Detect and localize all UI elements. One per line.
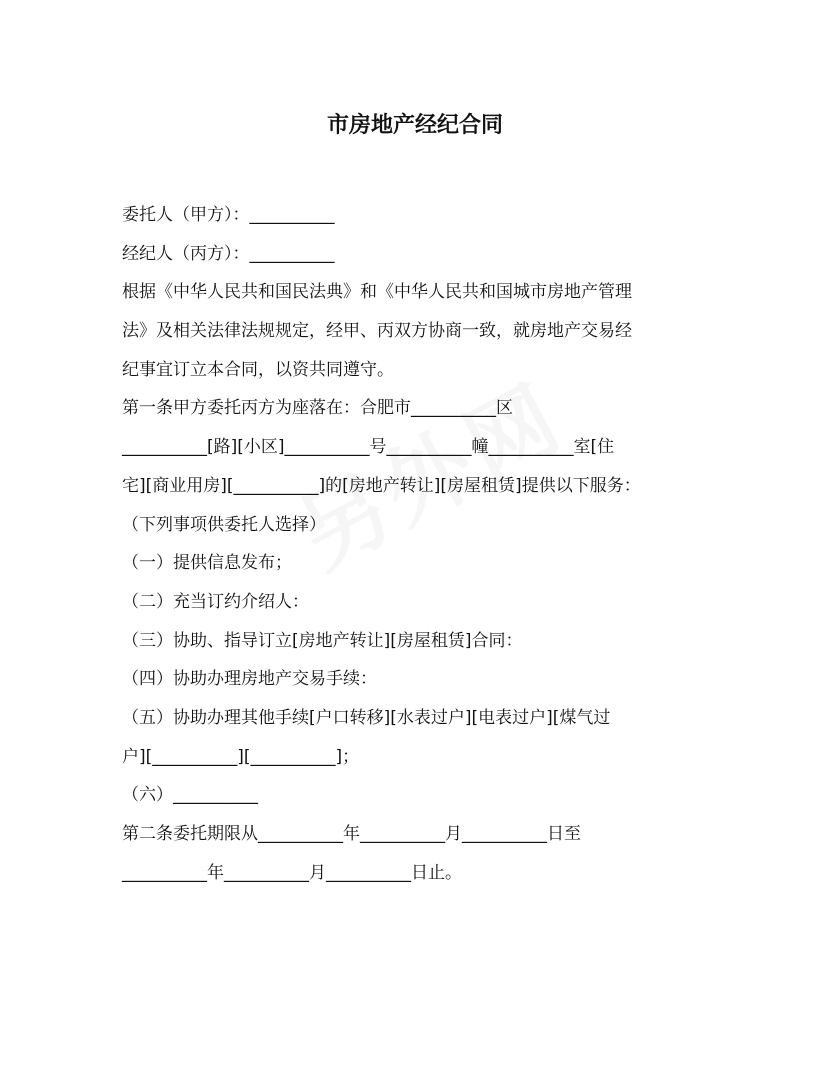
- document-body: [122, 196, 722, 892]
- service-item-5-line-1: （五）协助办理其他手续[户口转移][水表过户][电表过户][煤气过: [122, 707, 611, 728]
- service-item-2: （二）充当订约介绍人：: [122, 591, 309, 612]
- service-item-4: （四）协助办理房地产交易手续：: [122, 669, 377, 690]
- preamble-line-2: 法》及相关法律法规规定，经甲、丙双方协商一致，就房地产交易经: [122, 321, 632, 342]
- service-item-3: （三）协助、指导订立[房地产转让][房屋租赁]合同：: [122, 630, 523, 651]
- preamble-line-3: 纪事宜订立本合同，以资共同遵守。: [122, 359, 394, 380]
- party-c-line: 经纪人（丙方）：__________: [122, 243, 335, 264]
- article-2-line-1: 第二条委托期限从__________年__________月__________日至: [122, 824, 581, 844]
- article-1-line-3: 宅][商业用房][__________]的[房地产转让][房屋租赁]提供以下服务：: [122, 475, 641, 496]
- options-note: （下列事项供委托人选择）: [122, 514, 326, 535]
- preamble-line-1: 根据《中华人民共和国民法典》和《中华人民共和国城市房地产管理: [122, 282, 632, 303]
- article-2-line-2: __________年__________月__________日止。: [122, 862, 462, 883]
- article-1-line-2: __________[路][小区]__________号__________幢__________室[住: [122, 437, 615, 458]
- party-a-line: 委托人（甲方）：__________: [122, 205, 335, 225]
- service-item-6: （六）__________: [122, 785, 258, 806]
- service-item-5-line-2: 户][__________][__________]；: [122, 746, 360, 767]
- article-1-line-1: 第一条甲方委托丙方为座落在：合肥市__________区: [122, 398, 513, 419]
- service-item-1: （一）提供信息发布；: [122, 553, 292, 574]
- document-title: 市房地产经纪合同: [326, 113, 503, 138]
